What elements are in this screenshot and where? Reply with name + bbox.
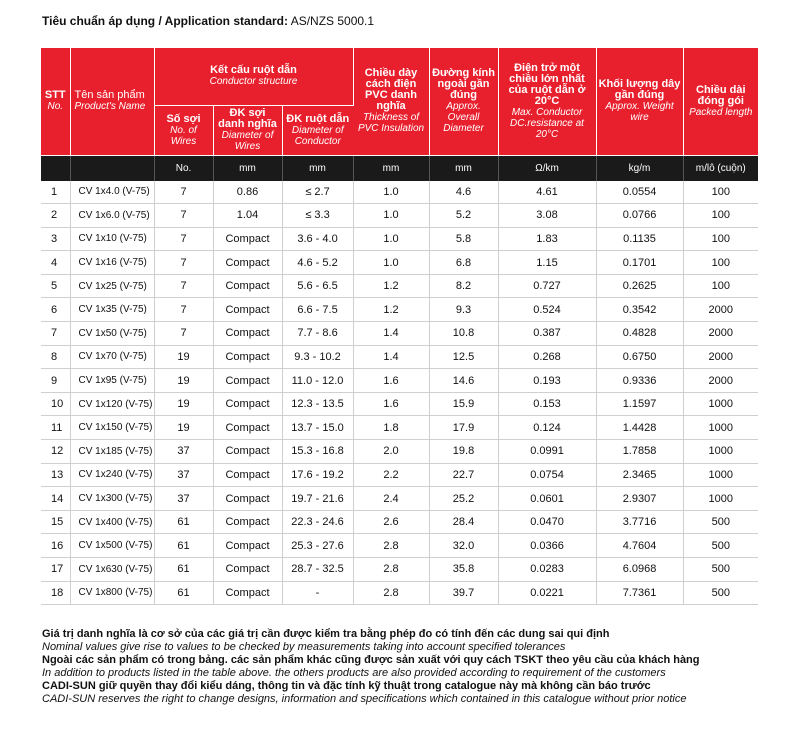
row-conductor-diameter: 11.0 - 12.0 xyxy=(282,369,353,393)
footnotes xyxy=(42,628,762,706)
row-packed-length: 100 xyxy=(683,251,758,275)
row-wires: 37 xyxy=(154,487,213,511)
row-conductor-diameter: 7.7 - 8.6 xyxy=(282,322,353,346)
header-weight: Khối lượng dây gần đúng Approx. Weight wire xyxy=(596,48,683,155)
row-wire-diameter: Compact xyxy=(213,274,282,298)
unit-cell: m/lô (cuộn) xyxy=(683,155,758,181)
row-conductor-diameter: 9.3 - 10.2 xyxy=(282,345,353,369)
row-resistance: 0.387 xyxy=(498,322,596,346)
row-packed-length: 1000 xyxy=(683,487,758,511)
table-row xyxy=(41,181,758,204)
row-packed-length: 500 xyxy=(683,581,758,605)
row-insulation: 2.2 xyxy=(353,463,429,487)
table-row xyxy=(41,487,758,511)
header-conductor-structure: Kết cấu ruột dẫn Conductor structure xyxy=(154,48,353,105)
row-resistance: 0.0754 xyxy=(498,463,596,487)
row-weight: 0.3542 xyxy=(596,298,683,322)
row-resistance: 0.153 xyxy=(498,392,596,416)
row-product-name: CV 1x185 (V-75) xyxy=(70,440,154,464)
row-product-name: CV 1x120 (V-75) xyxy=(70,392,154,416)
row-resistance: 0.268 xyxy=(498,345,596,369)
row-insulation: 1.0 xyxy=(353,181,429,204)
standard-value: AS/NZS 5000.1 xyxy=(290,14,375,28)
table-row xyxy=(41,298,758,322)
row-resistance: 0.0991 xyxy=(498,440,596,464)
row-stt: 1 xyxy=(41,181,70,204)
table-row xyxy=(41,392,758,416)
cable-spec-table xyxy=(41,48,758,605)
row-resistance: 0.0366 xyxy=(498,534,596,558)
row-insulation: 2.4 xyxy=(353,487,429,511)
row-overall-diameter: 5.2 xyxy=(429,204,498,228)
row-product-name: CV 1x10 (V-75) xyxy=(70,227,154,251)
row-product-name: CV 1x95 (V-75) xyxy=(70,369,154,393)
row-stt: 3 xyxy=(41,227,70,251)
row-resistance: 3.08 xyxy=(498,204,596,228)
row-weight: 0.0554 xyxy=(596,181,683,204)
note-vi: Ngoài các sản phẩm có trong bảng. các sản phẩm khác cũng được sản xuất với quy cách TSKT theo yêu cầu của khách hàng xyxy=(42,654,700,666)
row-resistance: 0.0221 xyxy=(498,581,596,605)
row-resistance: 1.83 xyxy=(498,227,596,251)
table-body xyxy=(41,181,758,605)
row-conductor-diameter: 17.6 - 19.2 xyxy=(282,463,353,487)
table-row xyxy=(41,274,758,298)
row-overall-diameter: 14.6 xyxy=(429,369,498,393)
row-insulation: 1.2 xyxy=(353,298,429,322)
row-wire-diameter: Compact xyxy=(213,227,282,251)
header-packed-length: Chiều dài đóng gói Packed length xyxy=(683,48,758,155)
row-product-name: CV 1x300 (V-75) xyxy=(70,487,154,511)
row-packed-length: 2000 xyxy=(683,322,758,346)
row-resistance: 0.0283 xyxy=(498,558,596,582)
row-resistance: 4.61 xyxy=(498,181,596,204)
header-wire-diameter: ĐK sợi danh nghĩa Diameter of Wires xyxy=(213,105,282,155)
row-wire-diameter: Compact xyxy=(213,463,282,487)
row-weight: 0.9336 xyxy=(596,369,683,393)
row-insulation: 1.0 xyxy=(353,227,429,251)
unit-cell: mm xyxy=(429,155,498,181)
header-resistance: Điện trở một chiều lớn nhất của ruột dẫn ở 20°C Max. Conductor DC.resistance at 20°C xyxy=(498,48,596,155)
row-wires: 7 xyxy=(154,204,213,228)
row-conductor-diameter: 5.6 - 6.5 xyxy=(282,274,353,298)
row-stt: 14 xyxy=(41,487,70,511)
row-product-name: CV 1x150 (V-75) xyxy=(70,416,154,440)
row-stt: 8 xyxy=(41,345,70,369)
row-product-name: CV 1x50 (V-75) xyxy=(70,322,154,346)
row-wires: 61 xyxy=(154,558,213,582)
row-insulation: 2.8 xyxy=(353,558,429,582)
row-packed-length: 500 xyxy=(683,558,758,582)
row-resistance: 0.0601 xyxy=(498,487,596,511)
row-wires: 7 xyxy=(154,181,213,204)
row-wires: 7 xyxy=(154,251,213,275)
table-row xyxy=(41,416,758,440)
row-packed-length: 100 xyxy=(683,181,758,204)
row-resistance: 0.193 xyxy=(498,369,596,393)
row-weight: 0.6750 xyxy=(596,345,683,369)
row-wires: 61 xyxy=(154,581,213,605)
row-overall-diameter: 12.5 xyxy=(429,345,498,369)
unit-cell: No. xyxy=(154,155,213,181)
unit-cell xyxy=(41,155,70,181)
row-stt: 11 xyxy=(41,416,70,440)
units-row xyxy=(41,155,758,181)
row-conductor-diameter: 13.7 - 15.0 xyxy=(282,416,353,440)
row-overall-diameter: 25.2 xyxy=(429,487,498,511)
row-wire-diameter: Compact xyxy=(213,298,282,322)
row-packed-length: 500 xyxy=(683,510,758,534)
row-wires: 37 xyxy=(154,440,213,464)
row-conductor-diameter: 4.6 - 5.2 xyxy=(282,251,353,275)
table-row xyxy=(41,251,758,275)
unit-cell: mm xyxy=(213,155,282,181)
row-weight: 1.7858 xyxy=(596,440,683,464)
row-overall-diameter: 32.0 xyxy=(429,534,498,558)
unit-cell: mm xyxy=(282,155,353,181)
row-stt: 10 xyxy=(41,392,70,416)
row-packed-length: 100 xyxy=(683,274,758,298)
table-row xyxy=(41,534,758,558)
row-wire-diameter: Compact xyxy=(213,345,282,369)
row-product-name: CV 1x70 (V-75) xyxy=(70,345,154,369)
row-weight: 1.1597 xyxy=(596,392,683,416)
row-insulation: 2.8 xyxy=(353,581,429,605)
row-overall-diameter: 15.9 xyxy=(429,392,498,416)
table-row xyxy=(41,369,758,393)
row-wire-diameter: Compact xyxy=(213,581,282,605)
row-wires: 37 xyxy=(154,463,213,487)
row-overall-diameter: 22.7 xyxy=(429,463,498,487)
row-wire-diameter: 0.86 xyxy=(213,181,282,204)
row-wire-diameter: Compact xyxy=(213,416,282,440)
row-weight: 0.1701 xyxy=(596,251,683,275)
row-overall-diameter: 9.3 xyxy=(429,298,498,322)
row-stt: 9 xyxy=(41,369,70,393)
table-row xyxy=(41,510,758,534)
row-resistance: 1.15 xyxy=(498,251,596,275)
row-stt: 15 xyxy=(41,510,70,534)
table-row xyxy=(41,322,758,346)
row-weight: 0.1135 xyxy=(596,227,683,251)
header-conductor-diameter: ĐK ruột dẫn Diameter of Conductor xyxy=(282,105,353,155)
table-row xyxy=(41,440,758,464)
header-stt: STT No. xyxy=(41,48,70,155)
row-product-name: CV 1x800 (V-75) xyxy=(70,581,154,605)
table-row xyxy=(41,558,758,582)
table-row xyxy=(41,463,758,487)
row-stt: 12 xyxy=(41,440,70,464)
row-packed-length: 1000 xyxy=(683,392,758,416)
row-overall-diameter: 35.8 xyxy=(429,558,498,582)
row-overall-diameter: 28.4 xyxy=(429,510,498,534)
row-conductor-diameter: 19.7 - 21.6 xyxy=(282,487,353,511)
row-product-name: CV 1x240 (V-75) xyxy=(70,463,154,487)
row-weight: 7.7361 xyxy=(596,581,683,605)
row-insulation: 1.4 xyxy=(353,345,429,369)
row-wires: 7 xyxy=(154,227,213,251)
unit-cell: kg/m xyxy=(596,155,683,181)
row-resistance: 0.524 xyxy=(498,298,596,322)
standard-label: Tiêu chuẩn áp dụng / Application standard: xyxy=(42,14,289,28)
row-stt: 5 xyxy=(41,274,70,298)
row-wires: 7 xyxy=(154,322,213,346)
row-weight: 2.3465 xyxy=(596,463,683,487)
row-conductor-diameter: ≤ 3.3 xyxy=(282,204,353,228)
unit-cell: Ω/km xyxy=(498,155,596,181)
note-en: In addition to products listed in the table above. the others products are also provided according to requirement of the customers xyxy=(42,667,666,679)
row-wires: 61 xyxy=(154,510,213,534)
row-weight: 0.0766 xyxy=(596,204,683,228)
table-row xyxy=(41,581,758,605)
row-wire-diameter: Compact xyxy=(213,487,282,511)
row-product-name: CV 1x6.0 (V-75) xyxy=(70,204,154,228)
row-weight: 0.2625 xyxy=(596,274,683,298)
row-wire-diameter: Compact xyxy=(213,510,282,534)
row-overall-diameter: 39.7 xyxy=(429,581,498,605)
row-product-name: CV 1x630 (V-75) xyxy=(70,558,154,582)
unit-cell xyxy=(70,155,154,181)
row-product-name: CV 1x4.0 (V-75) xyxy=(70,181,154,204)
row-packed-length: 2000 xyxy=(683,369,758,393)
row-wires: 19 xyxy=(154,345,213,369)
row-wire-diameter: Compact xyxy=(213,322,282,346)
row-stt: 17 xyxy=(41,558,70,582)
row-insulation: 2.6 xyxy=(353,510,429,534)
table-row xyxy=(41,204,758,228)
row-conductor-diameter: 12.3 - 13.5 xyxy=(282,392,353,416)
row-product-name: CV 1x16 (V-75) xyxy=(70,251,154,275)
row-insulation: 2.0 xyxy=(353,440,429,464)
row-stt: 18 xyxy=(41,581,70,605)
row-packed-length: 2000 xyxy=(683,298,758,322)
row-conductor-diameter: 25.3 - 27.6 xyxy=(282,534,353,558)
row-wires: 19 xyxy=(154,392,213,416)
row-product-name: CV 1x35 (V-75) xyxy=(70,298,154,322)
row-stt: 16 xyxy=(41,534,70,558)
row-packed-length: 100 xyxy=(683,227,758,251)
header-product-name: Tên sản phẩm Product's Name xyxy=(70,48,154,155)
row-product-name: CV 1x400 (V-75) xyxy=(70,510,154,534)
row-stt: 13 xyxy=(41,463,70,487)
row-stt: 2 xyxy=(41,204,70,228)
note-en: CADI-SUN reserves the right to change designs, information and specifications which contained in this catalogue without prior notice xyxy=(42,693,687,705)
unit-cell: mm xyxy=(353,155,429,181)
row-weight: 3.7716 xyxy=(596,510,683,534)
row-wire-diameter: Compact xyxy=(213,392,282,416)
row-wire-diameter: Compact xyxy=(213,440,282,464)
row-insulation: 1.2 xyxy=(353,274,429,298)
row-conductor-diameter: ≤ 2.7 xyxy=(282,181,353,204)
row-wire-diameter: 1.04 xyxy=(213,204,282,228)
table-row xyxy=(41,227,758,251)
row-conductor-diameter: 15.3 - 16.8 xyxy=(282,440,353,464)
row-insulation: 1.0 xyxy=(353,251,429,275)
row-resistance: 0.727 xyxy=(498,274,596,298)
note-vi: CADI-SUN giữ quyền thay đổi kiểu dáng, thông tin và đặc tính kỹ thuật trong catalogue này mà không cần báo trước xyxy=(42,680,651,692)
row-packed-length: 2000 xyxy=(683,345,758,369)
row-overall-diameter: 8.2 xyxy=(429,274,498,298)
row-overall-diameter: 17.9 xyxy=(429,416,498,440)
row-packed-length: 100 xyxy=(683,204,758,228)
row-overall-diameter: 6.8 xyxy=(429,251,498,275)
row-weight: 2.9307 xyxy=(596,487,683,511)
row-resistance: 0.0470 xyxy=(498,510,596,534)
row-resistance: 0.124 xyxy=(498,416,596,440)
row-conductor-diameter: 22.3 - 24.6 xyxy=(282,510,353,534)
row-overall-diameter: 19.8 xyxy=(429,440,498,464)
row-stt: 4 xyxy=(41,251,70,275)
row-weight: 0.4828 xyxy=(596,322,683,346)
row-weight: 6.0968 xyxy=(596,558,683,582)
row-wire-diameter: Compact xyxy=(213,558,282,582)
row-wire-diameter: Compact xyxy=(213,251,282,275)
note-vi: Giá trị danh nghĩa là cơ sở của các giá trị cần được kiểm tra bằng phép đo có tính đến các dung sai qui định xyxy=(42,628,610,640)
row-conductor-diameter: 28.7 - 32.5 xyxy=(282,558,353,582)
row-conductor-diameter: 3.6 - 4.0 xyxy=(282,227,353,251)
header-overall-diameter: Đường kính ngoài gần đúng Approx. Overall Diameter xyxy=(429,48,498,155)
row-product-name: CV 1x25 (V-75) xyxy=(70,274,154,298)
row-wires: 19 xyxy=(154,416,213,440)
note-en: Nominal values give rise to values to be checked by measurements taking into account specified tolerances xyxy=(42,641,566,653)
row-stt: 6 xyxy=(41,298,70,322)
row-insulation: 1.6 xyxy=(353,369,429,393)
row-insulation: 1.8 xyxy=(353,416,429,440)
row-wire-diameter: Compact xyxy=(213,534,282,558)
header-wires: Số sợi No. of Wires xyxy=(154,105,213,155)
row-wires: 7 xyxy=(154,298,213,322)
row-conductor-diameter: 6.6 - 7.5 xyxy=(282,298,353,322)
row-packed-length: 1000 xyxy=(683,463,758,487)
row-overall-diameter: 10.8 xyxy=(429,322,498,346)
row-insulation: 1.4 xyxy=(353,322,429,346)
header-insulation: Chiều dày cách điện PVC danh nghĩa Thickness of PVC Insulation xyxy=(353,48,429,155)
table-row xyxy=(41,345,758,369)
application-standard xyxy=(42,14,374,28)
row-packed-length: 500 xyxy=(683,534,758,558)
row-overall-diameter: 4.6 xyxy=(429,181,498,204)
row-wire-diameter: Compact xyxy=(213,369,282,393)
row-conductor-diameter: - xyxy=(282,581,353,605)
row-stt: 7 xyxy=(41,322,70,346)
row-product-name: CV 1x500 (V-75) xyxy=(70,534,154,558)
row-wires: 7 xyxy=(154,274,213,298)
row-weight: 4.7604 xyxy=(596,534,683,558)
row-overall-diameter: 5.8 xyxy=(429,227,498,251)
row-wires: 19 xyxy=(154,369,213,393)
row-packed-length: 1000 xyxy=(683,440,758,464)
row-insulation: 1.6 xyxy=(353,392,429,416)
row-insulation: 2.8 xyxy=(353,534,429,558)
row-packed-length: 1000 xyxy=(683,416,758,440)
row-weight: 1.4428 xyxy=(596,416,683,440)
row-wires: 61 xyxy=(154,534,213,558)
row-insulation: 1.0 xyxy=(353,204,429,228)
